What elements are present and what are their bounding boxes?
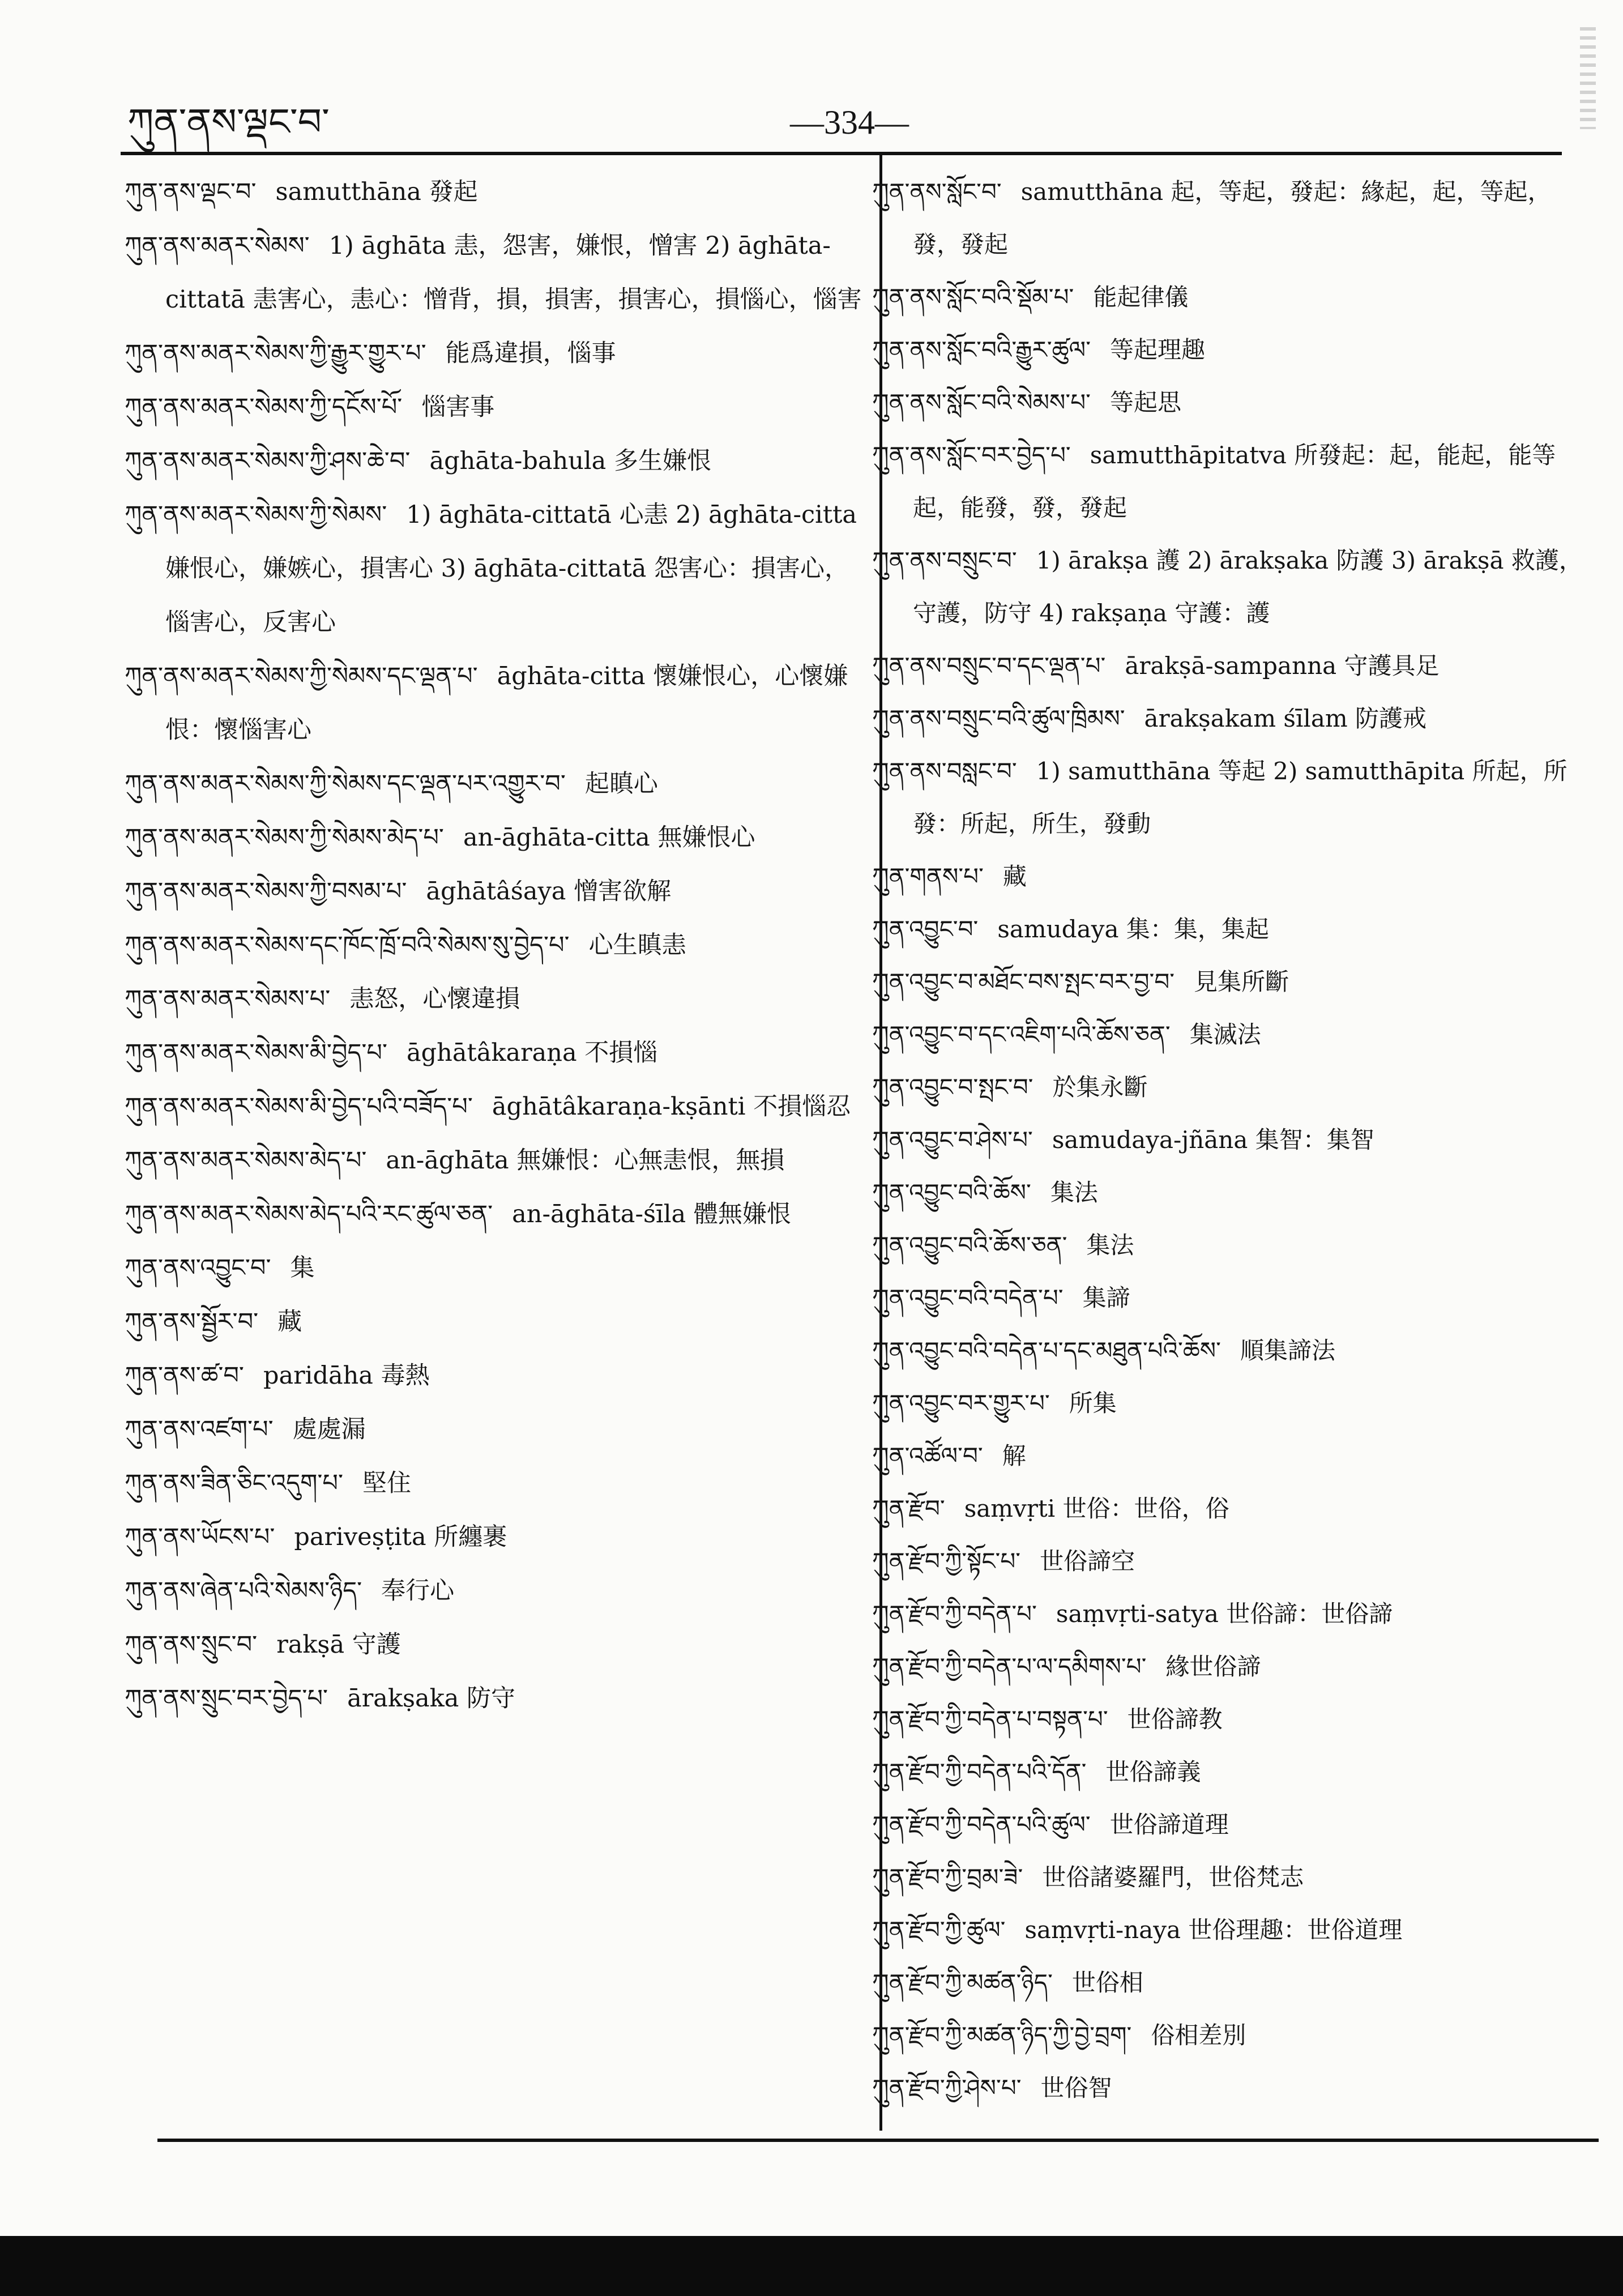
entry-gloss: 集諦 xyxy=(1082,1284,1130,1312)
entry-gloss: saṃvṛti 世俗：世俗，俗 xyxy=(964,1495,1229,1522)
tibetan-headword: ཀུན་འབྱུང་བའི་ཆོས་ xyxy=(872,1179,1031,1206)
tibetan-headword: ཀུན་རྫོབ་ཀྱི་བདེན་པ་བསྟན་པ་ xyxy=(872,1705,1108,1733)
dictionary-entry xyxy=(872,1535,1583,1587)
tibetan-headword: ཀུན་རྫོབ་ཀྱི་སྟོང་པ་ xyxy=(872,1547,1021,1575)
entry-gloss: saṃvṛti-satya 世俗諦：世俗諦 xyxy=(1056,1600,1393,1628)
tibetan-headword: ཀུན་ནས་མནར་སེམས་ཀྱི་སེམས་དང་ལྡན་པར་འགྱུར་བ་ xyxy=(125,770,566,798)
tibetan-headword: ཀུན་རྫོབ་ཀྱི་བདེན་པ་ xyxy=(872,1600,1037,1628)
right-column xyxy=(872,165,1583,2114)
dictionary-entry xyxy=(125,1618,864,1672)
entry-gloss: 起瞋心 xyxy=(584,770,658,798)
bottom-rule xyxy=(157,2139,1599,2142)
tibetan-headword: ཀུན་ནས་སློང་བར་བྱེད་པ་ xyxy=(872,441,1071,469)
entry-gloss: rakṣā 守護 xyxy=(276,1631,401,1659)
tibetan-headword: ཀུན་ནས་མནར་སེམས་མེད་པ་ xyxy=(125,1146,367,1175)
tibetan-headword: ཀུན་འབྱུང་བ་ཤེས་པ་ xyxy=(872,1126,1033,1154)
tibetan-headword: ཀུན་ནས་སྦྱོར་བ་ xyxy=(125,1308,259,1336)
tibetan-headword: ཀུན་ནས་མནར་སེམས་ཀྱི་སེམས་མེད་པ་ xyxy=(125,823,444,852)
tibetan-headword: ཀུན་ནས་མནར་སེམས་ཀྱི་ཤས་ཆེ་བ་ xyxy=(125,447,411,475)
dictionary-entry xyxy=(872,271,1583,323)
tibetan-headword: ཀུན་འབྱུང་བའི་བདེན་པ་དང་མཐུན་པའི་ཆོས་ xyxy=(872,1337,1221,1364)
dictionary-entry xyxy=(125,1457,864,1510)
tibetan-headword: ཀུན་ནས་བསྲུང་བ་ xyxy=(872,547,1017,574)
dictionary-entry xyxy=(125,972,864,1026)
tibetan-headword: ཀུན་ནས་མནར་སེམས་མེད་པའི་རང་ཚུལ་ཅན་ xyxy=(125,1200,493,1228)
dictionary-entry xyxy=(872,1640,1583,1693)
tibetan-headword: ཀུན་ནས་སློང་བ་ xyxy=(872,178,1002,206)
entry-gloss: 奉行心 xyxy=(381,1577,455,1605)
dictionary-entry xyxy=(872,1324,1583,1377)
tibetan-headword: ཀུན་རྫོབ་ཀྱི་ཤེས་པ་ xyxy=(872,2074,1022,2102)
tibetan-headword: ཀུན་ནས་མནར་སེམས་ཀྱི་སེམས་དང་ལྡན་པ་ xyxy=(125,662,478,690)
entry-gloss: 心生瞋恚 xyxy=(588,931,686,959)
tibetan-headword: ཀུན་ནས་བསླང་བ་ xyxy=(872,757,1017,785)
dictionary-entry xyxy=(125,1403,864,1457)
dictionary-entry xyxy=(872,534,1583,639)
dictionary-entry xyxy=(872,955,1583,1008)
entry-gloss: 世俗諦道理 xyxy=(1109,1811,1229,1838)
entry-gloss: 1) āghāta 恚，怨害，嫌恨，憎害 2) āghāta-cittatā 恚害心，恚心：憎背，損，損害，損害心，損惱心，惱害 xyxy=(165,232,862,314)
entry-gloss: 藏 xyxy=(1002,863,1027,890)
entry-gloss: an-āghāta-śīla 體無嫌恨 xyxy=(512,1200,791,1228)
tibetan-headword: ཀུན་ནས་མནར་སེམས་ཀྱི་བསམ་པ་ xyxy=(125,877,407,906)
entry-gloss: ārakṣakam śīlam 防護戒 xyxy=(1144,705,1427,732)
running-head: ཀུན་ནས་ལྡང་བ་ xyxy=(127,100,330,144)
entry-gloss: 世俗相 xyxy=(1071,1969,1143,1996)
entry-gloss: āghātâśaya 憎害欲解 xyxy=(426,877,672,906)
dictionary-entry xyxy=(872,1851,1583,1904)
dictionary-entry xyxy=(125,865,864,919)
tibetan-headword: ཀུན་ནས་སློང་བའི་སེམས་པ་ xyxy=(872,389,1091,416)
entry-gloss: 解 xyxy=(1002,1442,1026,1470)
dictionary-entry xyxy=(125,1510,864,1564)
tibetan-headword: ཀུན་འབྱུང་བ་ xyxy=(872,915,979,943)
tibetan-headword: ཀུན་ནས་མནར་སེམས་ཀྱི་དངོས་པོ་ xyxy=(125,393,403,421)
entry-gloss: 所集 xyxy=(1069,1389,1117,1417)
entry-gloss: 等起理趣 xyxy=(1110,336,1206,364)
entry-gloss: 集 xyxy=(290,1254,315,1282)
entry-gloss: ārakṣaka 防守 xyxy=(347,1684,516,1713)
tibetan-headword: ཀུན་ནས་མནར་སེམས་ཀྱི་རྒྱུར་གྱུར་པ་ xyxy=(125,339,426,368)
dictionary-entry xyxy=(872,1956,1583,2009)
entry-gloss: 藏 xyxy=(277,1308,302,1336)
tibetan-headword: ཀུན་རྫོབ་ཀྱི་བདེན་པའི་ཚུལ་ xyxy=(872,1811,1091,1838)
tibetan-headword: ཀུན་ནས་མནར་སེམས་དང་ཁོང་ཁྲོ་བའི་སེམས་སུ་བྱེད་པ་ xyxy=(125,931,570,959)
dictionary-entry xyxy=(125,1672,864,1726)
tibetan-headword: ཀུན་ནས་སློང་བའི་སྡོམ་པ་ xyxy=(872,283,1074,311)
entry-gloss: samutthāpitatva 所發起：起，能起，能等起，能發，發，發起 xyxy=(913,441,1556,522)
dictionary-entry xyxy=(872,903,1583,955)
dictionary-entry xyxy=(872,429,1583,534)
entry-gloss: 1) samutthāna 等起 2) samutthāpita 所起，所發：所起，所生，發動 xyxy=(913,757,1568,838)
dictionary-entry xyxy=(872,376,1583,429)
entry-gloss: ārakṣā-sampanna 守護具足 xyxy=(1125,652,1440,680)
entry-gloss: 1) ārakṣa 護 2) ārakṣaka 防護 3) ārakṣā 救護，守護，防守 4) rakṣaṇa 守護：護 xyxy=(913,547,1583,627)
tibetan-headword: ཀུན་ནས་བསྲུང་བ་དང་ལྡན་པ་ xyxy=(872,652,1106,680)
tibetan-headword: ཀུན་ནས་མནར་སེམས་པ་ xyxy=(125,985,331,1013)
tibetan-headword: ཀུན་ནས་སྲུང་བར་བྱེད་པ་ xyxy=(125,1684,328,1713)
dictionary-entry xyxy=(125,919,864,972)
dictionary-entry xyxy=(872,1429,1583,1482)
tibetan-headword: ཀུན་ནས་སློང་བའི་རྒྱུར་ཚུལ་ xyxy=(872,336,1091,364)
dictionary-entry xyxy=(872,745,1583,850)
entry-gloss: 世俗諸婆羅門，世俗梵志 xyxy=(1042,1863,1304,1891)
dictionary-entry xyxy=(125,381,864,434)
entry-gloss: an-āghāta 無嫌恨：心無恚恨，無損 xyxy=(386,1146,785,1175)
entry-gloss: 於集永斷 xyxy=(1052,1073,1148,1101)
left-column xyxy=(125,165,864,1726)
dictionary-entry xyxy=(125,488,864,650)
entry-gloss: 恚怒，心懷違損 xyxy=(349,985,520,1013)
page-header xyxy=(0,0,1623,170)
entry-gloss: 集法 xyxy=(1086,1231,1134,1259)
entry-gloss: āghātâkaraṇa-kṣānti 不損惱忍 xyxy=(492,1092,851,1121)
tibetan-headword: ཀུན་འབྱུང་བ་མཐོང་བས་སྤང་བར་བྱ་བ་ xyxy=(872,968,1175,996)
entry-gloss: 見集所斷 xyxy=(1194,968,1289,996)
dictionary-entry xyxy=(872,323,1583,376)
dictionary-entry xyxy=(872,2009,1583,2062)
dictionary-entry xyxy=(872,1693,1583,1746)
entry-gloss: 等起思 xyxy=(1109,389,1181,416)
dictionary-entry xyxy=(872,1271,1583,1324)
dictionary-entry xyxy=(872,1798,1583,1851)
scan-bottom-band xyxy=(0,2236,1623,2296)
tibetan-headword: ཀུན་འབྱུང་བའི་ཆོས་ཅན་ xyxy=(872,1231,1067,1259)
entry-gloss: 順集諦法 xyxy=(1240,1337,1335,1364)
dictionary-entry xyxy=(872,1746,1583,1798)
tibetan-headword: ཀུན་ནས་སྲུང་བ་ xyxy=(125,1631,258,1659)
entry-gloss: āghātâkaraṇa 不損惱 xyxy=(406,1039,658,1067)
tibetan-headword: ཀུན་ནས་འབྱུང་བ་ xyxy=(125,1254,271,1282)
tibetan-headword: ཀུན་ནས་འཛག་པ་ xyxy=(125,1415,274,1444)
scan-artifact xyxy=(1580,27,1596,129)
dictionary-entry xyxy=(872,850,1583,903)
entry-gloss: 集滅法 xyxy=(1189,1021,1261,1048)
tibetan-headword: ཀུན་རྫོབ་ཀྱི་མཚན་ཉིད་ xyxy=(872,1969,1053,1996)
dictionary-entry xyxy=(872,1008,1583,1061)
dictionary-entry xyxy=(872,639,1583,692)
dictionary-entry xyxy=(872,692,1583,745)
tibetan-headword: ཀུན་འཚོལ་བ་ xyxy=(872,1442,983,1470)
dictionary-entry xyxy=(872,1904,1583,1956)
dictionary-entry xyxy=(872,1482,1583,1535)
page-number: —334— xyxy=(790,104,909,141)
entry-gloss: 世俗諦空 xyxy=(1040,1547,1135,1575)
tibetan-headword: ཀུན་ནས་ལྡང་བ་ xyxy=(125,178,257,206)
dictionary-entry xyxy=(125,1241,864,1295)
tibetan-headword: ཀུན་འབྱུང་བ་དང་འཇིག་པའི་ཆོས་ཅན་ xyxy=(872,1021,1171,1048)
tibetan-headword: ཀུན་རྫོབ་ཀྱི་བདེན་པའི་དོན་ xyxy=(872,1758,1087,1786)
dictionary-entry xyxy=(872,1219,1583,1271)
entry-gloss: 緣世俗諦 xyxy=(1165,1653,1261,1680)
header-rule xyxy=(121,152,1562,155)
entry-gloss: 集法 xyxy=(1050,1179,1098,1206)
dictionary-entry xyxy=(125,165,864,219)
dictionary-entry xyxy=(125,327,864,381)
dictionary-entry xyxy=(872,1113,1583,1166)
entry-gloss: saṃvṛti-naya 世俗理趣：世俗道理 xyxy=(1024,1916,1403,1944)
tibetan-headword: ཀུན་ནས་མནར་སེམས་ཀྱི་སེམས་ xyxy=(125,501,387,529)
dictionary-entry xyxy=(125,757,864,811)
entry-gloss: samutthāna 起，等起，發起：緣起，起，等起，發，發起 xyxy=(913,178,1552,258)
entry-gloss: 世俗智 xyxy=(1040,2074,1112,2102)
dictionary-entry xyxy=(125,1080,864,1134)
dictionary-entry xyxy=(125,811,864,865)
dictionary-entry xyxy=(125,1026,864,1080)
tibetan-headword: ཀུན་ནས་ཡོངས་པ་ xyxy=(125,1523,275,1551)
entry-gloss: paridāha 毒熱 xyxy=(263,1362,430,1390)
entry-gloss: āghāta-bahula 多生嫌恨 xyxy=(429,447,711,475)
dictionary-entry xyxy=(125,1295,864,1349)
entry-gloss: 能起律儀 xyxy=(1093,283,1189,311)
entry-gloss: pariveṣṭita 所纏裹 xyxy=(294,1523,507,1551)
entry-gloss: 處處漏 xyxy=(292,1415,366,1444)
dictionary-entry xyxy=(125,1188,864,1241)
dictionary-entry xyxy=(872,1061,1583,1113)
entry-gloss: 堅住 xyxy=(362,1469,411,1497)
dictionary-entry xyxy=(872,1377,1583,1429)
tibetan-headword: ཀུན་འབྱུང་བ་སྤང་བ་ xyxy=(872,1073,1033,1101)
tibetan-headword: ཀུན་གནས་པ་ xyxy=(872,863,984,890)
tibetan-headword: ཀུན་ནས་བསྲུང་བའི་ཚུལ་ཁྲིམས་ xyxy=(872,705,1125,732)
entry-gloss: 世俗諦教 xyxy=(1127,1705,1223,1733)
entry-gloss: 俗相差別 xyxy=(1151,2021,1246,2049)
entry-gloss: an-āghāta-citta 無嫌恨心 xyxy=(463,823,755,852)
tibetan-headword: ཀུན་རྫོབ་ཀྱི་ཚུལ་ xyxy=(872,1916,1006,1944)
tibetan-headword: ཀུན་རྫོབ་ཀྱི་མཚན་ཉིད་ཀྱི་བྱེ་བྲག་ xyxy=(872,2021,1132,2049)
entry-gloss: 1) āghāta-cittatā 心恚 2) āghāta-citta 嫌恨心，嫌嫉心，損害心 3) āghāta-cittatā 怨害心：損害心，惱害心，反害心 xyxy=(165,501,857,637)
dictionary-entry xyxy=(872,165,1583,271)
entry-gloss: samudaya-jñāna 集智：集智 xyxy=(1052,1126,1374,1154)
tibetan-headword: ཀུན་ནས་ཟིན་ཅིང་འདུག་པ་ xyxy=(125,1469,343,1497)
dictionary-entry xyxy=(872,1166,1583,1219)
entry-gloss: 惱害事 xyxy=(421,393,495,421)
dictionary-entry xyxy=(125,434,864,488)
tibetan-headword: ཀུན་འབྱུང་བར་གྱུར་པ་ xyxy=(872,1389,1050,1417)
tibetan-headword: ཀུན་ནས་མནར་སེམས་ xyxy=(125,232,310,260)
dictionary-entry xyxy=(125,1564,864,1618)
tibetan-headword: ཀུན་ནས་མནར་སེམས་མི་བྱེད་པ་ xyxy=(125,1039,387,1067)
tibetan-headword: ཀུན་རྫོབ་ xyxy=(872,1495,945,1522)
tibetan-headword: ཀུན་ནས་ཞེན་པའི་སེམས་ཉིད་ xyxy=(125,1577,362,1605)
entry-gloss: samutthāna 發起 xyxy=(275,178,478,206)
dictionary-entry xyxy=(872,1587,1583,1640)
tibetan-headword: ཀུན་ནས་ཚ་བ་ xyxy=(125,1362,244,1390)
tibetan-headword: ཀུན་ནས་མནར་སེམས་མི་བྱེད་པའི་བཟོད་པ་ xyxy=(125,1092,473,1121)
dictionary-entry xyxy=(125,650,864,757)
dictionary-entry xyxy=(872,2062,1583,2114)
tibetan-headword: ཀུན་རྫོབ་ཀྱི་བྲམ་ཟེ་ xyxy=(872,1863,1023,1891)
entry-gloss: āghāta-citta 懷嫌恨心，心懷嫌恨：懷惱害心 xyxy=(165,662,848,744)
dictionary-entry xyxy=(125,1349,864,1403)
tibetan-headword: ཀུན་རྫོབ་ཀྱི་བདེན་པ་ལ་དམིགས་པ་ xyxy=(872,1653,1147,1680)
entry-gloss: samudaya 集：集，集起 xyxy=(997,915,1269,943)
entry-gloss: 能爲違損，惱事 xyxy=(445,339,616,368)
dictionary-entry xyxy=(125,219,864,327)
tibetan-headword: ཀུན་འབྱུང་བའི་བདེན་པ་ xyxy=(872,1284,1064,1312)
entry-gloss: 世俗諦義 xyxy=(1105,1758,1201,1786)
dictionary-entry xyxy=(125,1134,864,1188)
